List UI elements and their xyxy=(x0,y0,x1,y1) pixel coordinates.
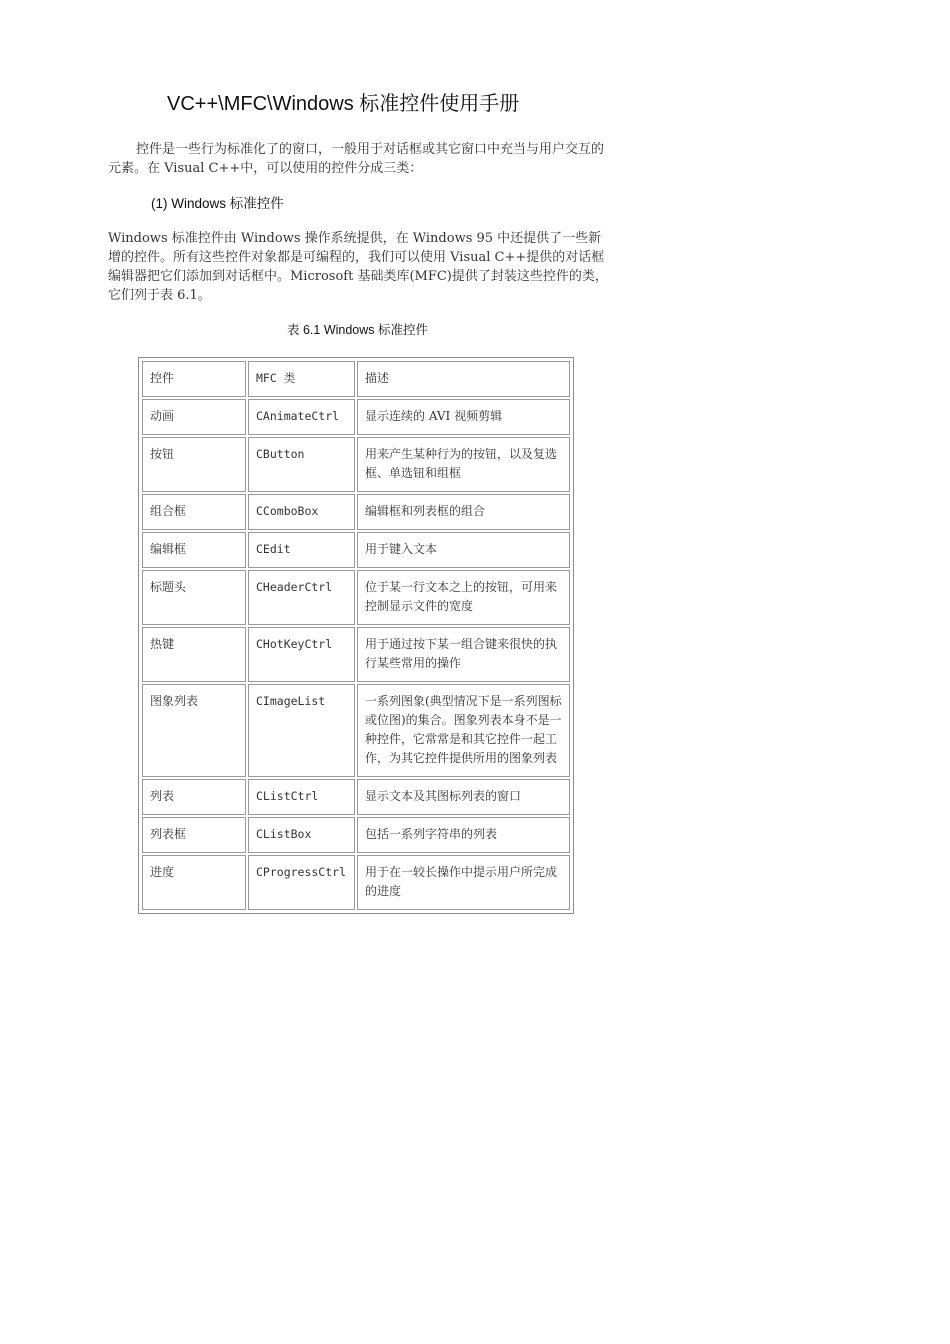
table-caption: 表 6.1 Windows 标准控件 xyxy=(287,323,429,337)
table-row xyxy=(142,684,570,777)
table-row xyxy=(142,570,570,625)
cell-description: 用于键入文本 xyxy=(357,532,570,568)
cell-mfc-class: CEdit xyxy=(248,532,355,568)
cell-mfc-class: CImageList xyxy=(248,684,355,777)
table-header-row xyxy=(142,361,570,397)
table-row xyxy=(142,627,570,682)
cell-description: 显示连续的 AVI 视频剪辑 xyxy=(357,399,570,435)
cell-control: 动画 xyxy=(142,399,246,435)
table-row xyxy=(142,437,570,492)
table-row xyxy=(142,532,570,568)
cell-description: 用来产生某种行为的按钮，以及复选框、单选钮和组框 xyxy=(357,437,570,492)
cell-mfc-class: CListCtrl xyxy=(248,779,355,815)
cell-mfc-class: CButton xyxy=(248,437,355,492)
document-title: VC++\MFC\Windows 标准控件使用手册 xyxy=(167,93,520,115)
intro-paragraph: 控件是一些行为标准化了的窗口，一般用于对话框或其它窗口中充当与用户交互的元素。在 Visual C++中，可以使用的控件分成三类： xyxy=(108,142,605,176)
cell-description: 显示文本及其图标列表的窗口 xyxy=(357,779,570,815)
header-cell-mfc-class: MFC 类 xyxy=(248,361,355,397)
cell-description: 用于在一较长操作中提示用户所完成的进度 xyxy=(357,855,570,910)
cell-control: 进度 xyxy=(142,855,246,910)
header-cell-description: 描述 xyxy=(357,361,570,397)
cell-control: 标题头 xyxy=(142,570,246,625)
cell-control: 组合框 xyxy=(142,494,246,530)
cell-control: 图象列表 xyxy=(142,684,246,777)
table-row xyxy=(142,494,570,530)
cell-description: 包括一系列字符串的列表 xyxy=(357,817,570,853)
cell-control: 按钮 xyxy=(142,437,246,492)
cell-mfc-class: CProgressCtrl xyxy=(248,855,355,910)
section-body-paragraph: Windows 标准控件由 Windows 操作系统提供，在 Windows 95 中还提供了一些新增的控件。所有这些控件对象都是可编程的，我们可以使用 Visual C++提供的对话框编辑器把它们添加到对话框中。Microsoft 基础类库(MFC)提供了封装这些控件的类，它们列于表 6.1。 xyxy=(108,231,608,303)
controls-table-frame xyxy=(138,357,574,914)
table-row xyxy=(142,399,570,435)
cell-control: 列表 xyxy=(142,779,246,815)
cell-description: 位于某一行文本之上的按钮，可用来控制显示文件的宽度 xyxy=(357,570,570,625)
cell-mfc-class: CHotKeyCtrl xyxy=(248,627,355,682)
section-heading: (1) Windows 标准控件 xyxy=(151,196,284,211)
cell-control: 列表框 xyxy=(142,817,246,853)
cell-mfc-class: CComboBox xyxy=(248,494,355,530)
table-row xyxy=(142,779,570,815)
table-row xyxy=(142,855,570,910)
cell-description: 一系列图象(典型情况下是一系列图标或位图)的集合。图象列表本身不是一种控件，它常常是和其它控件一起工作，为其它控件提供所用的图象列表 xyxy=(357,684,570,777)
cell-mfc-class: CListBox xyxy=(248,817,355,853)
cell-control: 编辑框 xyxy=(142,532,246,568)
cell-control: 热键 xyxy=(142,627,246,682)
cell-description: 用于通过按下某一组合键来很快的执行某些常用的操作 xyxy=(357,627,570,682)
controls-table xyxy=(140,359,572,912)
cell-mfc-class: CHeaderCtrl xyxy=(248,570,355,625)
header-cell-control: 控件 xyxy=(142,361,246,397)
table-row xyxy=(142,817,570,853)
cell-mfc-class: CAnimateCtrl xyxy=(248,399,355,435)
cell-description: 编辑框和列表框的组合 xyxy=(357,494,570,530)
